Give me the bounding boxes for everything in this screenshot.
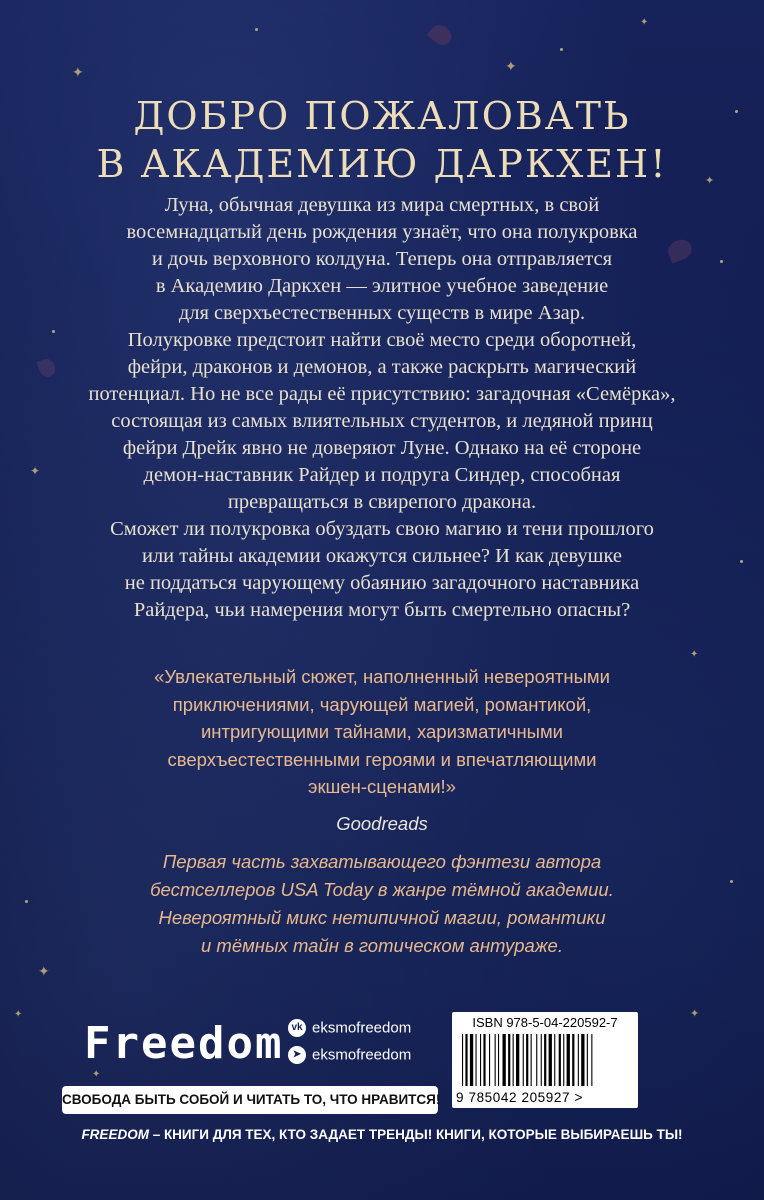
social-vk[interactable]	[288, 1019, 411, 1037]
synopsis-line: фейри, драконов и демонов, а также раскрыть магический	[127, 356, 637, 378]
promo-line: Первая часть захватывающего фэнтези автора	[162, 851, 602, 872]
synopsis-line: Сможет ли полукровка обуздать свою магию и тени прошлого	[110, 518, 654, 540]
publisher-tagline	[0, 1127, 764, 1142]
review-quote	[60, 663, 704, 838]
barcode-digits: 9 785042 205927 >	[456, 1090, 583, 1105]
promo-line: бестселлеров USA Today в жанре тёмной академии.	[150, 879, 614, 900]
sparkle-dot	[740, 560, 743, 563]
star-icon: ✦	[14, 1009, 23, 1020]
promo-line: Невероятный микс нетипичной магии, романтики	[158, 907, 606, 928]
social-handle: eksmofreedom	[312, 1046, 412, 1064]
synopsis-line: потенциал. Но не все рады её присутствию: загадочная «Семёрка»,	[88, 383, 676, 405]
cover-heading	[0, 92, 764, 188]
promo-blurb	[60, 848, 704, 960]
sparkle-dot	[560, 48, 563, 51]
synopsis-line: фейри Дрейк явно не доверяют Луне. Однако на её стороне	[122, 437, 642, 459]
star-icon: ✦	[505, 59, 517, 75]
isbn-barcode	[452, 1012, 638, 1108]
sparkle-dot	[25, 900, 28, 903]
synopsis-line: превращаться в свирепого дракона.	[227, 491, 537, 513]
tagline-text: – КНИГИ ДЛЯ ТЕХ, КТО ЗАДАЕТ ТРЕНДЫ! КНИГИ, КОТОРЫЕ ВЫБИРАЕШЬ ТЫ!	[148, 1127, 683, 1142]
star-icon: ✦	[690, 1007, 700, 1020]
social-handle: eksmofreedom	[312, 1019, 412, 1037]
sparkle-dot	[720, 260, 723, 263]
synopsis-line: не поддаться чарующему обаянию загадочного наставника	[124, 572, 640, 594]
quote-line: «Увлекательный сюжет, наполненный невероятными	[154, 666, 610, 687]
synopsis-line: для сверхъестественных существ в мире Азар.	[178, 302, 586, 324]
quote-source: Goodreads	[336, 812, 428, 834]
telegram-icon: ➤	[288, 1046, 306, 1064]
quote-line: интригующими тайнами, харизматичными	[200, 721, 564, 743]
synopsis-line: Райдера, чьи намерения могут быть смертельно опасны?	[133, 599, 631, 621]
star-icon: ✦	[30, 464, 41, 478]
synopsis-line: восемнадцатый день рождения узнаёт, что она полукровка	[126, 221, 638, 243]
synopsis	[50, 192, 714, 624]
vk-icon: vk	[288, 1019, 306, 1037]
star-icon: ✦	[640, 17, 649, 28]
synopsis-line: в Академию Даркхен — элитное учебное заведение	[155, 275, 609, 297]
synopsis-line: Полукровке предстоит найти своё место среди оборотней,	[127, 329, 637, 351]
star-icon: ✦	[72, 65, 84, 81]
star-icon: ✦	[690, 649, 699, 660]
quote-line: сверхъестественными героями и впечатляющими	[167, 748, 597, 770]
sparkle-dot	[730, 880, 733, 883]
synopsis-line: или тайны академии окажутся сильнее? И как девушке	[141, 545, 623, 567]
isbn-number: ISBN 978-5-04-220592-7	[472, 1015, 618, 1030]
heading-line: ДОБРО ПОЖАЛОВАТЬ	[133, 94, 631, 138]
slogan-banner: СВОБОДА БЫТЬ СОБОЙ И ЧИТАТЬ ТО, ЧТО НРАВИТСЯ!	[62, 1086, 438, 1114]
quote-line: экшен-сценами!»	[308, 776, 456, 798]
petal-decoration	[427, 21, 455, 49]
promo-line: и тёмных тайн в готическом антураже.	[200, 935, 563, 956]
tagline-brand: FREEDOM	[81, 1127, 149, 1142]
sparkle-dot	[255, 28, 258, 31]
star-icon: ✦	[92, 1069, 101, 1080]
quote-line: приключениями, чарующей магией, романтикой,	[172, 693, 592, 715]
synopsis-line: и дочь верховного колдуна. Теперь она отправляется	[151, 248, 613, 270]
social-telegram[interactable]	[288, 1046, 411, 1064]
heading-line: В АКАДЕМИЮ ДАРКХЕН!	[96, 142, 668, 186]
publisher-logo: Freedom	[84, 1018, 284, 1069]
synopsis-line: демон-наставник Райдер и подруга Синдер, способная	[143, 464, 621, 486]
synopsis-line: состоящая из самых влиятельных студентов, и ледяной принц	[111, 410, 653, 432]
star-icon: ✦	[38, 964, 50, 980]
barcode-bars	[462, 1034, 628, 1086]
star-icon: ✦	[705, 174, 715, 187]
synopsis-line: Луна, обычная девушка из мира смертных, в свой	[164, 194, 600, 216]
